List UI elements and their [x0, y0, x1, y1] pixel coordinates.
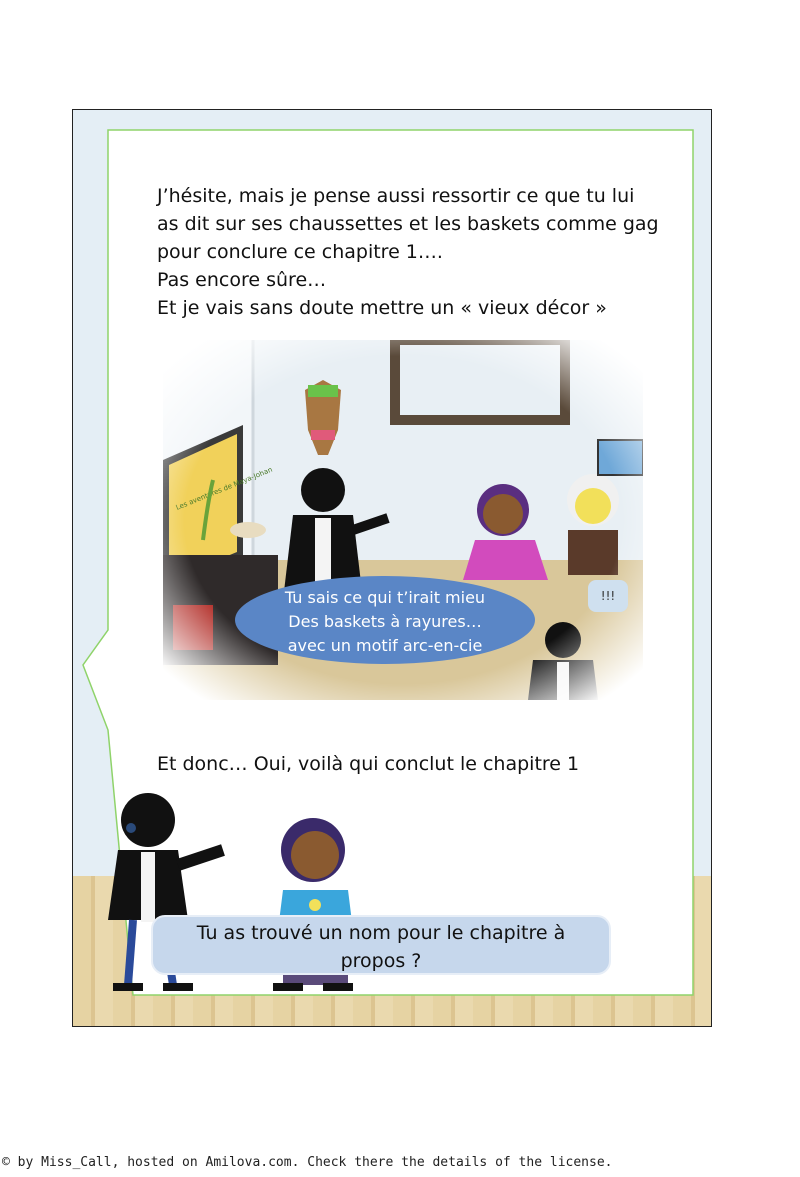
speech-line: Tu sais ce qui t’irait mieu — [284, 588, 486, 607]
bottom-characters — [93, 780, 393, 1010]
comic-page — [72, 109, 712, 1027]
narration-line: Et je vais sans doute mettre un « vieux décor » — [157, 297, 607, 319]
narration-bottom: Et donc… Oui, voilà qui conclut le chapitre 1 — [157, 753, 580, 775]
narration-line: Pas encore sûre… — [157, 269, 327, 291]
exclamation-bubble: !!! — [588, 580, 628, 612]
speech-line: avec un motif arc-en-cie — [287, 636, 483, 655]
speech-line: Des baskets à rayures… — [288, 612, 482, 631]
narration-line: as dit sur ses chaussettes et les baskets comme gag — [157, 213, 659, 235]
dialog-line: Tu as trouvé un nom pour le chapitre à — [196, 922, 566, 944]
dialog-line: propos ? — [340, 950, 422, 972]
license-footer: © by Miss_Call, hosted on Amilova.com. Check there the details of the license. — [2, 1155, 613, 1170]
dialog-bubble — [151, 915, 611, 975]
narration-top — [157, 182, 677, 322]
speech-bubble-scene — [235, 576, 535, 664]
narration-line: pour conclure ce chapitre 1…. — [157, 241, 443, 263]
narration-line: J’hésite, mais je pense aussi ressortir ce que tu lui — [157, 185, 635, 207]
